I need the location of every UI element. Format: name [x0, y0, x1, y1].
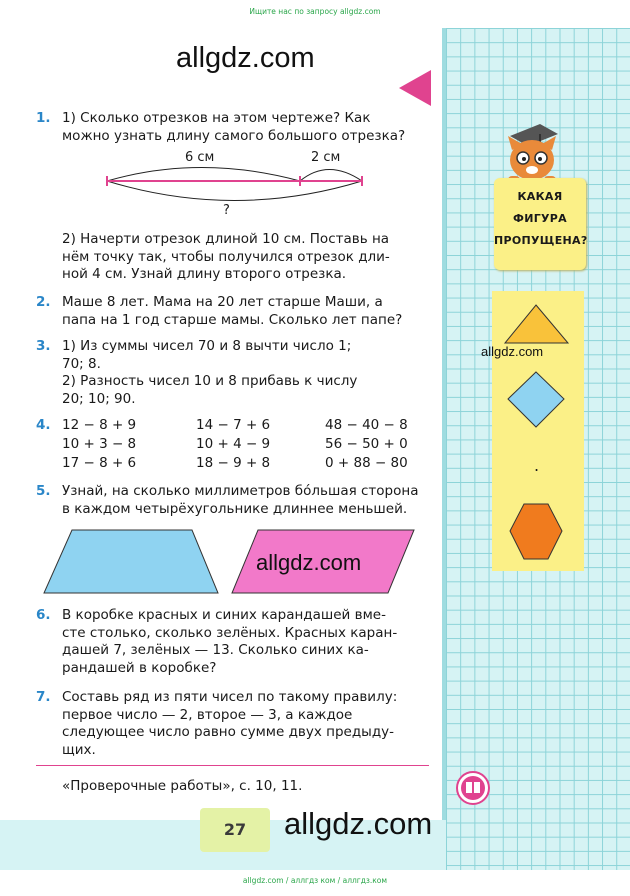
expression-grid [62, 416, 432, 473]
task-5-number: 5. [36, 483, 51, 499]
label-question: ? [223, 203, 230, 218]
arc-2cm [300, 170, 362, 182]
hexagon-shape [510, 504, 562, 559]
expression: 10 + 3 − 8 [62, 436, 137, 452]
task-1-number: 1. [36, 110, 51, 126]
expression: 18 − 9 + 8 [196, 455, 271, 471]
task-4-number: 4. [36, 417, 51, 433]
pink-arrow-icon [397, 68, 433, 108]
task-1-part2-line: нём точку так, чтобы получился отрезок дли- [62, 248, 390, 265]
task-2-line: Маше 8 лет. Мама на 20 лет старше Маши, а [62, 294, 383, 310]
expression: 14 − 7 + 6 [196, 417, 271, 433]
diamond-shape [508, 372, 564, 427]
shape-sequence [492, 291, 584, 571]
task-7-line: первое число — 2, второе — 3, а каждое [62, 706, 353, 723]
top-search-note: Ищите нас по запросу allgdz.com [249, 7, 381, 16]
task-6-number: 6. [36, 607, 51, 623]
blue-trapezoid [44, 530, 218, 593]
divider-line [36, 765, 429, 766]
task-1-part2-line: 2) Начерти отрезок длиной 10 см. Поставь на [62, 231, 390, 247]
segment-diagram [100, 148, 370, 220]
task-3-line: 2) Разность чисел 10 и 8 прибавь к числу [62, 373, 358, 389]
expression: 48 − 40 − 8 [325, 417, 408, 433]
task-6-line: В коробке красных и синих карандашей вме- [62, 607, 386, 623]
task-7-line: Составь ряд из пяти чисел по такому правилу: [62, 689, 398, 705]
task-5-line: Узнай, на сколько миллиметров бо́льшая сторона [62, 483, 419, 499]
expression: 12 − 8 + 9 [62, 417, 137, 433]
task-3-line: 1) Из суммы чисел 70 и 8 вычти число 1; [62, 338, 352, 354]
task-7-line: следующее число равно сумме двух предыду- [62, 724, 395, 740]
task-7-number: 7. [36, 689, 51, 705]
question-box [494, 178, 586, 270]
book-icon [455, 770, 491, 806]
triangle-shape [505, 305, 568, 343]
task-6-line: дашей 7, зелёных — 13. Сколько синих ка- [62, 642, 369, 658]
missing-figure-dot: . [534, 456, 540, 475]
watermark: allgdz.com [284, 806, 433, 841]
task-5-line: в каждом четырёхугольнике длиннее меньшей. [62, 500, 408, 517]
task-7-line: щих. [62, 741, 96, 758]
watermark: allgdz.com [176, 42, 315, 74]
quadrilaterals [40, 527, 420, 597]
label-6cm: 6 см [185, 150, 215, 165]
question-text: КАКАЯ ФИГУРА ПРОПУЩЕНА? [494, 190, 588, 247]
task-6-line: рандашей в коробке? [62, 659, 217, 676]
task-2-line: папа на 1 год старше мамы. Сколько лет папе? [62, 311, 403, 328]
task-3-number: 3. [36, 338, 51, 354]
task-2-number: 2. [36, 294, 51, 310]
page-number: 27 [200, 808, 270, 852]
task-6-line: сте столько, сколько зелёных. Красных каран- [62, 624, 398, 641]
watermark: allgdz.com [481, 344, 544, 359]
task-1-line: 1) Сколько отрезков на этом чертеже? Как [62, 110, 371, 126]
task-1-part2-line: ной 4 см. Узнай длину второго отрезка. [62, 266, 347, 282]
arc-total [107, 181, 362, 201]
task-3-line: 70; 8. [62, 355, 101, 372]
label-2cm: 2 см [311, 150, 341, 165]
arc-6cm [107, 168, 300, 182]
expression: 10 + 4 − 9 [196, 436, 271, 452]
reference-note: «Проверочные работы», с. 10, 11. [62, 778, 303, 794]
expression: 56 − 50 + 0 [325, 436, 408, 452]
footer-note: allgdz.com / аллгдз ком / аллгдз.ком [242, 876, 388, 885]
watermark: allgdz.com [256, 550, 362, 575]
task-3-line: 20; 10; 90. [62, 390, 136, 407]
expression: 0 + 88 − 80 [325, 455, 408, 471]
task-1-line: можно узнать длину самого большого отрезка? [62, 127, 406, 144]
expression: 17 − 8 + 6 [62, 455, 137, 471]
